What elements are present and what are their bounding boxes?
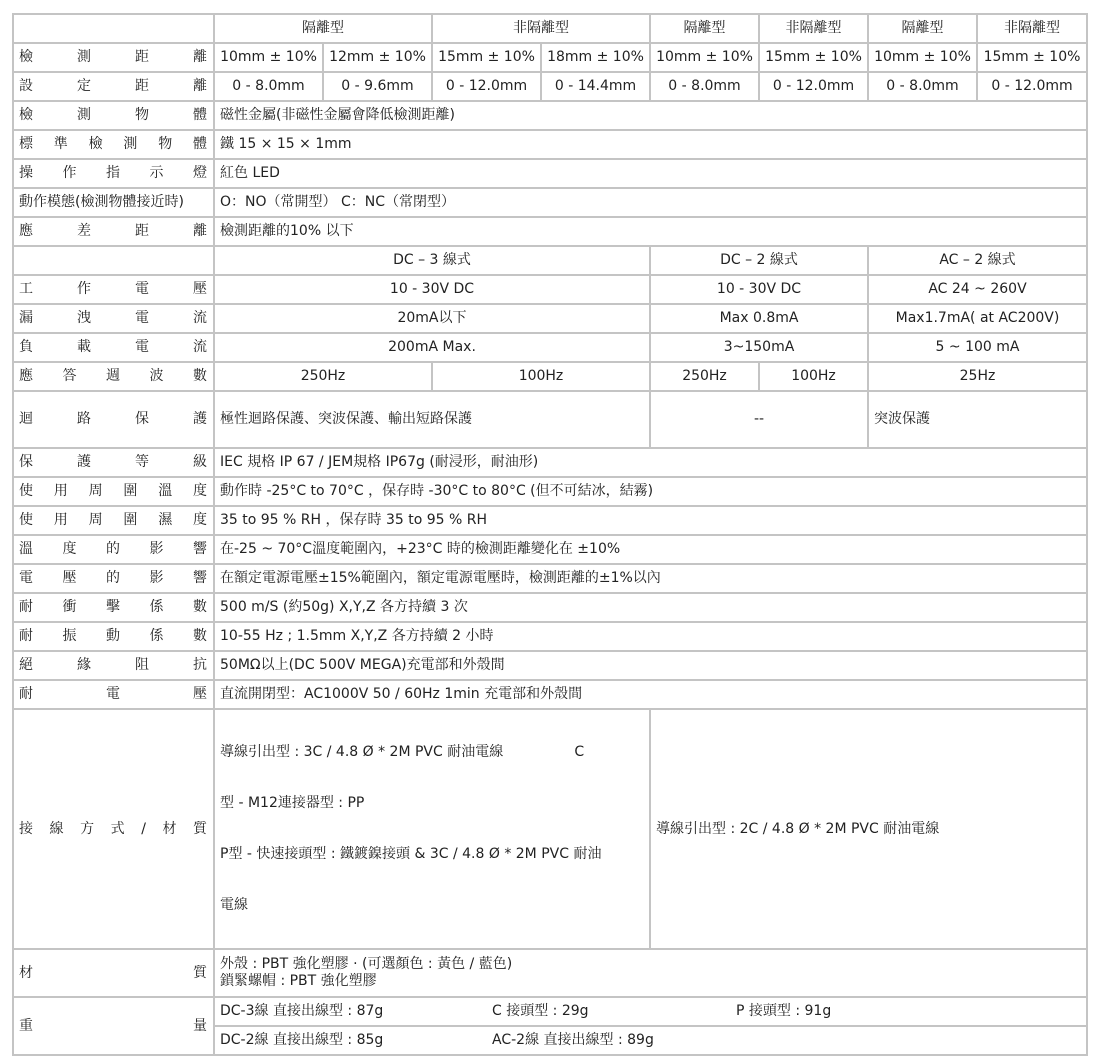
label-char: 係 (149, 628, 165, 644)
row-target (13, 101, 1087, 130)
value-cell: 在-25 ~ 70°C溫度範圍內，+23°C 時的檢測距離變化在 ±10% (214, 535, 1087, 564)
value-cell: 0 - 12.0mm (432, 72, 541, 101)
label-char: 圍 (123, 483, 139, 499)
label-material (19, 965, 208, 982)
label-char: 距 (135, 78, 150, 94)
label-char: 方 (80, 820, 96, 837)
value-cell: 突波保護 (868, 391, 1087, 448)
value-cell: IEC 規格 IP 67 / JEM規格 IP67g (耐浸形，耐油形) (214, 448, 1087, 477)
row-label (13, 391, 214, 448)
value-cell: 導線引出型 : 2C / 4.8 Ø * 2M PVC 耐油電線 (650, 709, 1087, 949)
label-protection (19, 411, 208, 428)
label-detect-distance (19, 49, 208, 66)
label-char: 用 (53, 512, 69, 528)
row-label (13, 159, 214, 188)
label-volt-effect (19, 570, 208, 587)
value-cell: 250Hz (214, 362, 432, 391)
row-voltage (13, 275, 1087, 304)
label-char: / (141, 820, 147, 837)
row-label (13, 130, 214, 159)
label-char: 燈 (193, 165, 208, 181)
row-set-distance (13, 72, 1087, 101)
label-char: 的 (106, 541, 121, 557)
row-ip (13, 448, 1087, 477)
label-char: 應 (19, 368, 34, 384)
label-connection (19, 821, 208, 838)
row-label (13, 535, 214, 564)
label-char: 式 (110, 820, 126, 837)
label-char: 量 (193, 1017, 208, 1034)
value-cell: -- (650, 391, 868, 448)
connection-line: P型 - 快速接頭型 : 鐵鍍鎳接頭 & 3C / 4.8 Ø * 2M PVC 耐油 (220, 846, 602, 862)
value-cell: 3~150mA (650, 333, 868, 362)
value-cell: 10 - 30V DC (214, 275, 650, 304)
label-char: 響 (193, 570, 208, 586)
row-temp-effect (13, 535, 1087, 564)
row-label (13, 72, 214, 101)
label-char: 阻 (135, 657, 150, 673)
label-weight (19, 1018, 208, 1035)
header-group: 非隔離型 (977, 14, 1087, 43)
label-char: 差 (77, 223, 92, 239)
row-label (13, 362, 214, 391)
weight-item: DC-2線 直接出線型 : 85g (220, 1032, 384, 1048)
value-cell: O：NO（常開型） C：NC（常閉型） (214, 188, 1087, 217)
row-material (13, 949, 1087, 997)
row-label (13, 651, 214, 680)
label-char: 質 (193, 964, 208, 981)
row-detect-distance (13, 43, 1087, 72)
row-label (13, 217, 214, 246)
value-cell (214, 949, 1087, 997)
label-char: 流 (193, 310, 208, 326)
value-cell: 12mm ± 10% (323, 43, 432, 72)
label-char: 響 (193, 541, 208, 557)
row-weight-1 (13, 997, 1087, 1026)
row-leakage (13, 304, 1087, 333)
row-label (13, 949, 214, 997)
weight-item: C 接頭型 : 29g (492, 1003, 589, 1019)
value-cell: AC 24 ~ 260V (868, 275, 1087, 304)
row-connection (13, 709, 1087, 949)
label-char: 離 (193, 49, 208, 65)
label-char: 流 (193, 339, 208, 355)
label-set-distance (19, 78, 208, 95)
label-char: 重 (19, 1017, 34, 1034)
label-temp (19, 483, 208, 500)
label-char: 距 (135, 49, 150, 65)
label-char: 緣 (77, 657, 92, 673)
value-cell: 在額定電源電壓±15%範圍內，額定電源電壓時，檢測距離的±1%以內 (214, 564, 1087, 593)
value-cell: 直流開閉型：AC1000V 50 / 60Hz 1min 充電部和外殼間 (214, 680, 1087, 709)
label-char: 壓 (193, 686, 208, 702)
row-protection (13, 391, 1087, 448)
label-char: 準 (53, 136, 69, 152)
label-char: 電 (135, 339, 150, 355)
row-label (13, 333, 214, 362)
label-load (19, 339, 208, 356)
label-char: 檢 (19, 49, 34, 65)
label-char: 用 (53, 483, 69, 499)
value-cell: 15mm ± 10% (759, 43, 868, 72)
header-group: 隔離型 (868, 14, 977, 43)
row-dielectric (13, 680, 1087, 709)
value-cell: 動作時 -25°C to 70°C ，保存時 -30°C to 80°C (但不可結冰，結霧) (214, 477, 1087, 506)
label-char: 電 (106, 686, 121, 702)
value-cell: 鐵 15 × 15 × 1mm (214, 130, 1087, 159)
connection-line: 電線 (220, 897, 248, 913)
value-cell: 0 - 8.0mm (650, 72, 759, 101)
label-char: 接 (19, 820, 34, 837)
value-cell: 極性迴路保護、突波保護、輸出短路保護 (214, 391, 650, 448)
value-cell: 0 - 12.0mm (759, 72, 868, 101)
label-char: 線 (49, 820, 65, 837)
row-output-types (13, 246, 1087, 275)
connection-line: 型 - M12連接器型 : PP (220, 795, 365, 811)
label-char: 檢 (19, 107, 34, 123)
row-humidity (13, 506, 1087, 535)
label-char: 數 (193, 599, 208, 615)
label-char: 載 (77, 339, 92, 355)
row-indicator (13, 159, 1087, 188)
value-cell: 500 m/S (約50g) X,Y,Z 各方持續 3 次 (214, 593, 1087, 622)
material-line: 外殼 : PBT 強化塑膠 · (可選顏色 : 黃色 / 藍色) (220, 956, 513, 972)
label-char: 物 (158, 136, 174, 152)
output-type: DC – 2 線式 (650, 246, 868, 275)
label-char: 工 (19, 281, 34, 297)
label-char: 電 (135, 310, 150, 326)
value-cell: 18mm ± 10% (541, 43, 650, 72)
label-insulation (19, 657, 208, 674)
label-hysteresis (19, 223, 208, 240)
label-char: 電 (135, 281, 150, 297)
label-char: 絕 (19, 657, 34, 673)
label-char: 離 (193, 223, 208, 239)
label-char: 等 (135, 454, 150, 470)
label-char: 週 (106, 368, 121, 384)
label-char: 質 (193, 820, 208, 837)
value-cell: 20mA以下 (214, 304, 650, 333)
label-char: 抗 (193, 657, 208, 673)
value-cell: 0 - 8.0mm (868, 72, 977, 101)
label-char: 使 (19, 512, 34, 528)
value-cell: 紅色 LED (214, 159, 1087, 188)
label-target (19, 107, 208, 124)
label-char: 漏 (19, 310, 34, 326)
value-cell: 50MΩ以上(DC 500V MEGA)充電部和外殼間 (214, 651, 1087, 680)
label-char: 影 (149, 541, 165, 557)
label-char: 示 (149, 165, 165, 181)
label-char: 迴 (19, 411, 34, 427)
label-char: 操 (19, 165, 34, 181)
row-label (13, 997, 214, 1055)
row-standard-target (13, 130, 1087, 159)
label-standard-target (19, 136, 208, 153)
row-label-empty (13, 246, 214, 275)
label-char: 物 (135, 107, 150, 123)
output-type: AC – 2 線式 (868, 246, 1087, 275)
label-char: 圍 (123, 512, 139, 528)
label-temp-effect (19, 541, 208, 558)
row-label (13, 506, 214, 535)
row-label (13, 680, 214, 709)
value-cell: 10mm ± 10% (650, 43, 759, 72)
value-cell: 35 to 95 % RH ，保存時 35 to 95 % RH (214, 506, 1087, 535)
row-load (13, 333, 1087, 362)
header-group: 非隔離型 (759, 14, 868, 43)
label-char: 級 (193, 454, 208, 470)
label-char: 的 (106, 570, 121, 586)
header-corner (13, 14, 214, 43)
label-char: 耐 (19, 686, 34, 702)
label-char: 度 (62, 541, 78, 557)
value-cell: 0 - 9.6mm (323, 72, 432, 101)
label-char: 振 (62, 628, 78, 644)
label-dielectric (19, 686, 208, 703)
label-char: 護 (77, 454, 92, 470)
label-indicator (19, 165, 208, 182)
row-label (13, 593, 214, 622)
row-hysteresis (13, 217, 1087, 246)
weight-item: DC-3線 直接出線型 : 87g (220, 1003, 384, 1019)
row-label (13, 275, 214, 304)
label-char: 離 (193, 78, 208, 94)
label-char: 波 (149, 368, 165, 384)
value-cell (214, 1026, 1087, 1055)
label-char: 度 (192, 483, 208, 499)
header-group: 隔離型 (214, 14, 432, 43)
spec-table (12, 13, 1088, 1056)
label-response (19, 368, 208, 385)
label-char: 擊 (106, 599, 121, 615)
label-char: 數 (193, 628, 208, 644)
weight-item: AC-2線 直接出線型 : 89g (492, 1032, 654, 1048)
header-group: 非隔離型 (432, 14, 650, 43)
value-cell: 0 - 8.0mm (214, 72, 323, 101)
value-cell: 10 - 30V DC (650, 275, 868, 304)
label-char: 動 (106, 628, 121, 644)
label-char: 材 (19, 964, 34, 981)
value-cell: 100Hz (432, 362, 650, 391)
row-label (13, 43, 214, 72)
value-cell: 0 - 12.0mm (977, 72, 1087, 101)
label-shock (19, 599, 208, 616)
label-ip (19, 454, 208, 471)
value-cell: Max1.7mA( at AC200V) (868, 304, 1087, 333)
row-label (13, 304, 214, 333)
row-vibration (13, 622, 1087, 651)
value-cell: Max 0.8mA (650, 304, 868, 333)
label-char: 體 (192, 136, 208, 152)
label-char: 作 (62, 165, 78, 181)
row-label (13, 622, 214, 651)
row-label (13, 101, 214, 130)
row-label (13, 564, 214, 593)
header-row (13, 14, 1087, 43)
value-cell: 25Hz (868, 362, 1087, 391)
label-char: 影 (149, 570, 165, 586)
label-char: 保 (19, 454, 34, 470)
header-group: 隔離型 (650, 14, 759, 43)
row-shock (13, 593, 1087, 622)
value-cell: 檢測距離的10% 以下 (214, 217, 1087, 246)
value-cell: 5 ~ 100 mA (868, 333, 1087, 362)
row-label (13, 448, 214, 477)
label-char: 使 (19, 483, 34, 499)
label-char: 衝 (62, 599, 78, 615)
label-char: 標 (19, 136, 34, 152)
row-temp (13, 477, 1087, 506)
label-char: 耐 (19, 599, 34, 615)
value-cell: 磁性金屬(非磁性金屬會降低檢測距離) (214, 101, 1087, 130)
label-char: 設 (19, 78, 34, 94)
label-char: 數 (193, 368, 208, 384)
label-char: 答 (62, 368, 78, 384)
row-insulation (13, 651, 1087, 680)
row-volt-effect (13, 564, 1087, 593)
label-char: 護 (193, 411, 208, 427)
row-mode (13, 188, 1087, 217)
value-cell (214, 709, 650, 949)
label-char: 係 (149, 599, 165, 615)
row-label: 動作模態(檢測物體接近時) (13, 188, 214, 217)
label-char: 材 (162, 820, 178, 837)
value-cell: 10mm ± 10% (868, 43, 977, 72)
label-char: 距 (135, 223, 150, 239)
label-char: 電 (19, 570, 34, 586)
label-char: 濕 (158, 512, 174, 528)
label-char: 度 (192, 512, 208, 528)
label-vibration (19, 628, 208, 645)
value-cell: 10-55 Hz ; 1.5mm X,Y,Z 各方持續 2 小時 (214, 622, 1087, 651)
label-char: 壓 (62, 570, 78, 586)
material-line: 鎖緊螺帽 : PBT 強化塑膠 (220, 973, 377, 989)
label-humidity (19, 512, 208, 529)
label-char: 溫 (158, 483, 174, 499)
label-char: 路 (77, 411, 92, 427)
label-char: 作 (77, 281, 92, 297)
label-char: 指 (106, 165, 121, 181)
label-char: 檢 (88, 136, 104, 152)
label-char: 定 (77, 78, 92, 94)
label-leakage (19, 310, 208, 327)
label-voltage (19, 281, 208, 298)
weight-line-2 (220, 1032, 1081, 1049)
label-char: 周 (88, 483, 104, 499)
label-char: 耐 (19, 628, 34, 644)
label-char: 負 (19, 339, 34, 355)
label-char: 應 (19, 223, 34, 239)
label-char: 周 (88, 512, 104, 528)
weight-line-1 (220, 1003, 1081, 1020)
value-cell (214, 997, 1087, 1026)
output-type: DC – 3 線式 (214, 246, 650, 275)
label-char: 溫 (19, 541, 34, 557)
row-label (13, 709, 214, 949)
label-char: 測 (77, 107, 92, 123)
value-cell: 0 - 14.4mm (541, 72, 650, 101)
label-char: 測 (77, 49, 92, 65)
row-response (13, 362, 1087, 391)
connection-line: 導線引出型 : 3C / 4.8 Ø * 2M PVC 耐油電線 C (220, 744, 585, 760)
row-label (13, 477, 214, 506)
label-char: 測 (123, 136, 139, 152)
value-cell: 15mm ± 10% (977, 43, 1087, 72)
value-cell: 10mm ± 10% (214, 43, 323, 72)
value-cell: 15mm ± 10% (432, 43, 541, 72)
value-cell: 100Hz (759, 362, 868, 391)
weight-item: P 接頭型 : 91g (736, 1003, 832, 1019)
label-char: 壓 (193, 281, 208, 297)
value-cell: 250Hz (650, 362, 759, 391)
label-char: 體 (193, 107, 208, 123)
label-char: 保 (135, 411, 150, 427)
value-cell: 200mA Max. (214, 333, 650, 362)
label-char: 洩 (77, 310, 92, 326)
